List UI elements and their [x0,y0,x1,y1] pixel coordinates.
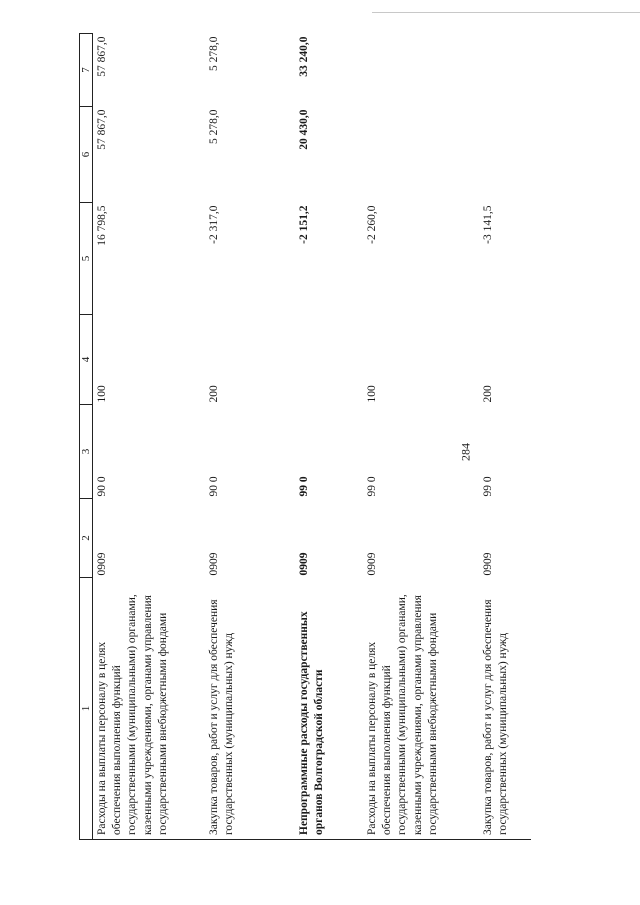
header-col-2: 2 [80,499,93,578]
header-col-4: 4 [80,315,93,405]
row-section-code: 0909 [208,552,220,576]
row-target-code: 99 0 [298,476,310,497]
header-col-5: 5 [80,203,93,315]
row-value-7: 5 278,0 [208,36,220,71]
header-col-1: 1 [80,578,93,840]
row-value-7 [363,34,479,107]
row-expense-type: 200 [208,385,220,403]
row-section-code: 0909 [366,552,378,576]
budget-table-rotated [79,36,527,840]
table-row [363,34,479,840]
row-expense-type: 200 [482,385,494,403]
row-value-5: -2 260,0 [366,205,378,244]
row-value-7: 57 867,0 [93,34,206,107]
row-value-5: -2 317,0 [208,205,220,244]
row-name: Закупка товаров, работ и услуг для обеспечения государственных (муниципальных) нужд [205,578,295,840]
table-row [93,34,206,840]
row-section-code: 0909 [93,499,206,578]
row-name: Расходы на выплаты персоналу в целях обеспечения выполнения функций государственными (муниципальными) органами, казенными учреждениями, органами управления государственными внебюджетными фондами [93,578,206,840]
row-expense-type [295,315,363,405]
row-value-7: 33 240,0 [298,36,310,77]
table-row [205,34,295,840]
row-target-code: 90 0 [93,405,206,499]
row-expense-type: 100 [366,385,378,403]
table-row [479,34,531,840]
row-name: Закупка товаров, работ и услуг для обеспечения государственных (муниципальных) нужд [479,578,531,840]
row-target-code: 90 0 [208,476,220,497]
row-value-6: 5 278,0 [208,109,220,144]
row-section-code: 0909 [298,552,310,576]
row-target-code: 99 0 [482,476,494,497]
row-target-code: 99 0 [366,476,378,497]
page-number: 284 [458,443,473,461]
row-expense-type: 100 [93,315,206,405]
row-value-7 [479,34,531,107]
header-row [80,34,93,840]
row-value-5: -3 141,5 [482,205,494,244]
row-value-6: 57 867,0 [93,107,206,203]
row-value-6 [363,107,479,203]
row-value-5: 16 798,5 [93,203,206,315]
row-name: Расходы на выплаты персоналу в целях обеспечения выполнения функций государственными (муниципальными) органами, казенными учреждениями, органами управления государственными внебюджетными фондами [363,578,479,840]
header-col-6: 6 [80,107,93,203]
header-col-3: 3 [80,405,93,499]
row-value-6 [479,107,531,203]
row-value-6: 20 430,0 [298,109,310,150]
row-value-5: -2 151,2 [298,205,310,244]
scan-edge-line [372,0,640,13]
row-name: Непрограммные расходы государственных органов Волгоградской области [295,578,363,840]
table-row [295,34,363,840]
budget-table [79,33,531,840]
row-section-code: 0909 [482,552,494,576]
header-col-7: 7 [80,34,93,107]
